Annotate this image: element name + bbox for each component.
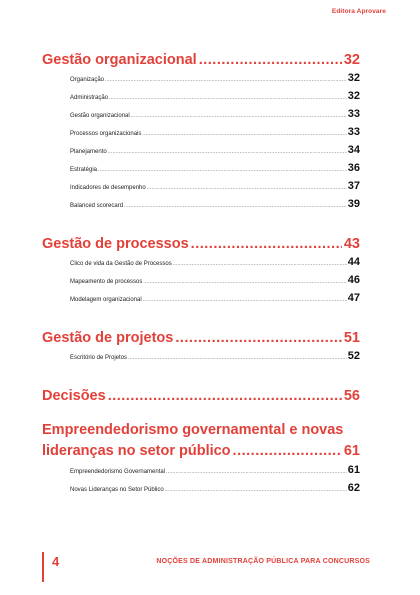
toc-item[interactable]: [70, 464, 360, 482]
item-page: 62: [347, 482, 360, 494]
item-page: 32: [347, 72, 360, 84]
toc-item[interactable]: [70, 162, 360, 180]
leader-dots: [175, 330, 342, 346]
leader-dots: [105, 77, 347, 83]
item-title: Escritório de Projetos: [70, 355, 128, 361]
item-page: 33: [347, 108, 360, 120]
toc-section-heading[interactable]: [42, 330, 360, 346]
item-title: Processos organizacionais: [70, 131, 142, 137]
item-page: 33: [347, 126, 360, 138]
leader-dots: [128, 355, 347, 361]
leader-dots: [131, 113, 347, 119]
item-title: Mapeamento de processos: [70, 279, 143, 285]
section-title: Gestão de projetos: [42, 330, 174, 346]
item-page: 46: [347, 274, 360, 286]
toc-item[interactable]: [70, 126, 360, 144]
item-page: 37: [347, 180, 360, 192]
item-page: 36: [347, 162, 360, 174]
leader-dots: [108, 149, 347, 155]
section-title: Gestão de processos: [42, 236, 189, 252]
toc-item[interactable]: [70, 90, 360, 108]
toc-item[interactable]: [70, 108, 360, 126]
toc-section-gestao-de-processos: [42, 236, 360, 310]
item-title: Novas Lideranças no Setor Público: [70, 487, 164, 493]
section-title: Gestão organizacional: [42, 52, 197, 68]
section-page: 61: [343, 443, 360, 459]
section-title: Decisões: [42, 388, 106, 404]
table-of-contents: [42, 52, 360, 500]
leader-dots: [165, 487, 347, 493]
item-page: 34: [347, 144, 360, 156]
toc-item[interactable]: [70, 274, 360, 292]
item-page: 47: [347, 292, 360, 304]
toc-section-heading[interactable]: [42, 388, 360, 404]
leader-dots: [124, 203, 347, 209]
leader-dots: [142, 131, 346, 137]
section-page: 43: [343, 236, 360, 252]
toc-section-heading[interactable]: [42, 441, 360, 462]
leader-dots: [147, 185, 347, 191]
section-page: 56: [343, 388, 360, 404]
leader-dots: [191, 236, 342, 252]
footer-accent-bar: [42, 552, 44, 582]
item-title: Empreendedorismo Governamental: [70, 469, 166, 475]
item-page: 52: [347, 350, 360, 362]
leader-dots: [166, 469, 347, 475]
toc-section-gestao-de-projetos: [42, 330, 360, 368]
toc-items: [70, 464, 360, 500]
toc-section-decisoes: [42, 388, 360, 404]
toc-section-gestao-organizacional: [42, 52, 360, 216]
toc-item[interactable]: [70, 256, 360, 274]
section-title-line1[interactable]: Empreendedorismo governamental e novas: [42, 422, 344, 438]
footer-page-number: 4: [52, 554, 60, 569]
section-page: 32: [343, 52, 360, 68]
toc-items: [70, 72, 360, 216]
item-title: Administração: [70, 95, 109, 101]
toc-items: [70, 256, 360, 310]
section-page: 51: [343, 330, 360, 346]
toc-section-empreendedorismo: [42, 420, 360, 500]
leader-dots: [173, 261, 347, 267]
leader-dots: [108, 388, 342, 404]
toc-section-heading[interactable]: [42, 52, 360, 68]
item-title: Planejamento: [70, 149, 107, 155]
leader-dots: [143, 297, 347, 303]
section-title-line2: lideranças no setor público: [42, 443, 231, 459]
item-title: Gestão organizacional: [70, 113, 130, 119]
item-title: Balanced scorecard: [70, 203, 124, 209]
toc-item[interactable]: [70, 292, 360, 310]
footer-book-title: NOÇÕES DE ADMINISTRAÇÃO PÚBLICA PARA CONCURSOS: [156, 558, 370, 565]
item-page: 39: [347, 198, 360, 210]
item-title: Clico de vida da Gestão de Processos: [70, 261, 172, 267]
leader-dots: [199, 52, 342, 68]
toc-item[interactable]: [70, 198, 360, 216]
toc-item[interactable]: [70, 180, 360, 198]
toc-item[interactable]: [70, 72, 360, 90]
item-title: Estratégia: [70, 167, 98, 173]
item-page: 32: [347, 90, 360, 102]
item-page: 61: [347, 464, 360, 476]
leader-dots: [233, 441, 342, 462]
item-page: 44: [347, 256, 360, 268]
toc-item[interactable]: [70, 350, 360, 368]
toc-item[interactable]: [70, 144, 360, 162]
item-title: Indicadores de desempenho: [70, 185, 146, 191]
toc-items: [70, 350, 360, 368]
toc-item[interactable]: [70, 482, 360, 500]
publisher-name: Editora Aprovare: [331, 8, 386, 15]
item-title: Modelagem organizacional: [70, 297, 142, 303]
leader-dots: [109, 95, 347, 101]
leader-dots: [98, 167, 347, 173]
leader-dots: [143, 279, 346, 285]
toc-section-heading[interactable]: [42, 236, 360, 252]
item-title: Organização: [70, 77, 105, 83]
